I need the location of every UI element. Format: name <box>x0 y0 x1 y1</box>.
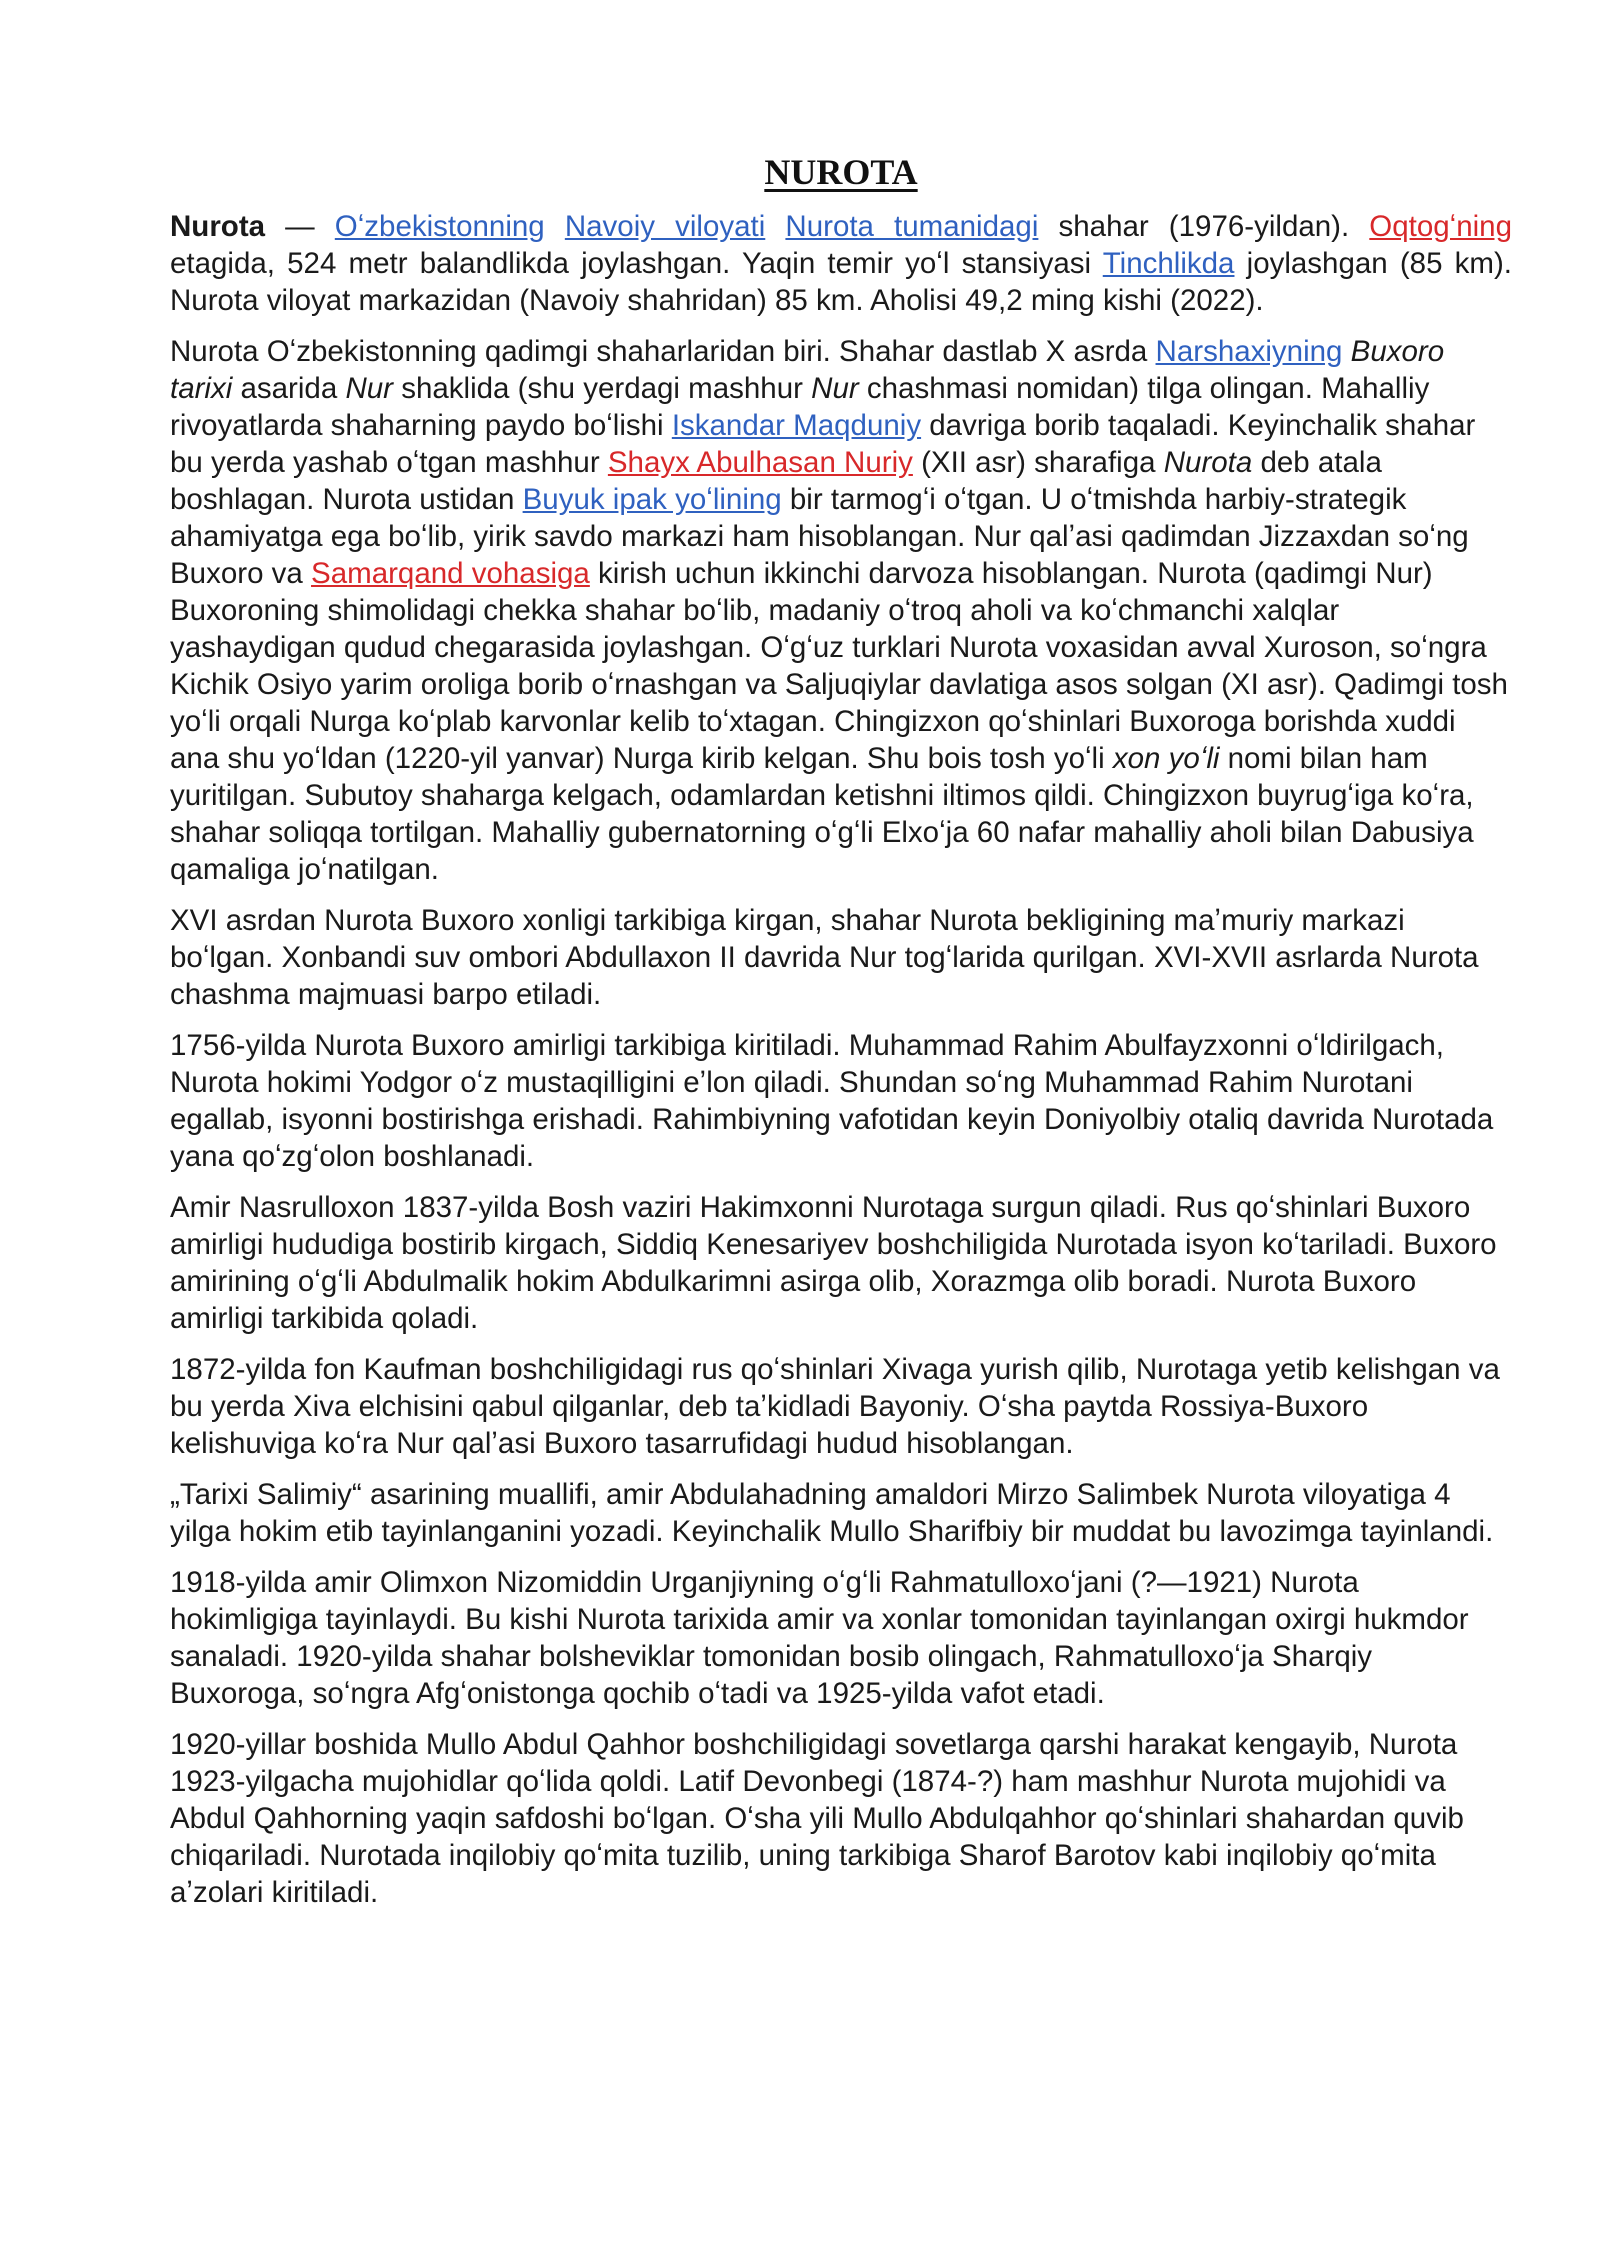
paragraph-1756: 1756-yilda Nurota Buxoro amirligi tarkibiga kiritiladi. Muhammad Rahim Abulfayzxonni oʻldirilgach, Nurota hokimi Yodgor oʻz mustaqilligini eʼlon qiladi. Shundan soʻng Muhammad Rahim Nurotani egallab, isyonni bostirishga erishadi. Rahimbiyning vafotidan keyin Doniyolbiy otaliq davrida Nurotada yana qoʻzgʻolon boshlanadi. <box>170 1029 1494 1173</box>
text-span: deb atala boshlagan. Nurota ustidan <box>170 446 1382 516</box>
text-span: etagida, 524 metr balandlikda joylashgan. Yaqin temir yoʻl stansiyasi <box>170 247 1103 280</box>
text-span: asarida <box>232 372 346 405</box>
article-subject: Nurota <box>170 210 266 243</box>
page-title: NUROTA <box>764 152 918 192</box>
text-span: shaklida (shu yerdagi mashhur <box>393 372 812 405</box>
italic-text: Buxoro tarixi <box>170 335 1445 405</box>
italic-text: Nur <box>345 372 393 405</box>
link-samarqand-oasis[interactable]: Samarqand vohasiga <box>311 557 590 590</box>
link-silk-road[interactable]: Buyuk ipak yoʻlining <box>522 483 782 516</box>
paragraph-tarixi-salimiy: „Tarixi Salimiy“ asarining muallifi, amir Abdulahadning amaldori Mirzo Salimbek Nurota viloyatiga 4 yilga hokim etib tayinlanganini yozadi. Keyinchalik Mullo Sharifbiy bir muddat bu lavozimga tayinlandi. <box>170 1478 1494 1548</box>
italic-text: Nur <box>811 372 859 405</box>
paragraph-1837: Amir Nasrulloxon 1837-yilda Bosh vaziri Hakimxonni Nurotaga surgun qiladi. Rus qoʻshinlari Buxoro amirligi hududiga bostirib kirgach, Siddiq Kenesariyev boshchiligida Nurotada isyon koʻtariladi. Buxoro amirining oʻgʻli Abdulmalik hokim Abdulkarimni asirga olib, Xorazmga olib boradi. Nurota Buxoro amirligi tarkibida qoladi. <box>170 1191 1497 1335</box>
text-span: (XII asr) sharafiga <box>912 446 1164 479</box>
text-span: shahar (1976-yildan). <box>1038 210 1370 243</box>
text-span: joylashgan (85 km). Nurota viloyat markazidan (Navoiy shahridan) 85 km. Aholisi 49,2 ming kishi (2022). <box>170 247 1512 317</box>
paragraph-xvi-century: XVI asrdan Nurota Buxoro xonligi tarkibiga kirgan, shahar Nurota bekligining maʼmuriy markazi boʻlgan. Xonbandi suv ombori Abdullaxon II davrida Nur togʻlarida qurilgan. XVI-XVII asrlarda Nurota chashma majmuasi barpo etiladi. <box>170 904 1479 1011</box>
text-span <box>1342 335 1350 368</box>
link-shayx-abulhasan-nuriy[interactable]: Shayx Abulhasan Nuriy <box>607 446 913 479</box>
text-span <box>545 210 565 243</box>
link-uzbekistan[interactable]: Oʻzbekistonning <box>334 210 545 243</box>
link-oqtog[interactable]: Oqtogʻning <box>1369 210 1512 243</box>
link-tinchlik[interactable]: Tinchlikda <box>1102 247 1235 280</box>
text-span <box>765 210 785 243</box>
text-span: Nurota Oʻzbekistonning qadimgi shaharlaridan biri. Shahar dastlab X asrda <box>170 335 1156 368</box>
link-narshaxiy[interactable]: Narshaxiyning <box>1155 335 1343 368</box>
paragraph-intro <box>170 208 1512 319</box>
italic-text: Nurota <box>1163 446 1253 479</box>
italic-text: xon yoʻli <box>1112 742 1220 775</box>
text-span: chashmasi nomidan) tilga olingan. Mahalliy rivoyatlarda shaharning paydo boʻlishi <box>170 372 1430 442</box>
paragraph-1918: 1918-yilda amir Olimxon Nizomiddin Urganjiyning oʻgʻli Rahmatulloxoʻjani (?—1921) Nurota hokimligiga tayinlaydi. Bu kishi Nurota tarixida amir va xonlar tomonidan tayinlangan oxirgi hukmdor sanaladi. 1920-yilda shahar bolsheviklar tomonidan bosib olingach, Rahmatulloxoʻja Sharqiy Buxoroga, soʻngra Afgʻonistonga qochib oʻtadi va 1925-yilda vafot etadi. <box>170 1566 1469 1710</box>
text-span: davriga borib taqaladi. Keyinchalik shahar bu yerda yashab oʻtgan mashhur <box>170 409 1476 479</box>
paragraph-history <box>170 333 1512 888</box>
text-span: nomi bilan ham yuritilgan. Subutoy shaharga kelgach, odamlardan ketishni iltimos qildi. Chingizxon buyrugʻiga koʻra, shahar soliqqa tortilgan. Mahalliy gubernatorning oʻgʻli Elxoʻja 60 nafar mahalliy aholi bilan Dabusiya qamaliga joʻnatilgan. <box>170 742 1474 886</box>
link-navoiy-region[interactable]: Navoiy viloyati <box>564 210 766 243</box>
text-span: bir tarmogʻi oʻtgan. U oʻtmishda harbiy-strategik ahamiyatga ega boʻlib, yirik savdo markazi ham hisoblangan. Nur qalʼasi qadimdan Jizzaxdan soʻng Buxoro va <box>170 483 1469 590</box>
text-span: — <box>265 210 335 243</box>
document-page <box>170 0 1512 1911</box>
text-span: kirish uchun ikkinchi darvoza hisoblangan. Nurota (qadimgi Nur) Buxoroning shimolidagi chekka shahar boʻlib, madaniy oʻtroq aholi va koʻchmanchi xalqlar yashaydigan qudud chegarasida joylashgan. Oʻgʻuz turklari Nurota voxasidan avval Xuroson, soʻngra Kichik Osiyo yarim oroliga borib oʻrnashgan va Saljuqiylar davlatiga asos solgan (XI asr). Qadimgi tosh yoʻli orqali Nurga koʻplab karvonlar kelib toʻxtagan. Chingizxon qoʻshinlari Buxoroga borishda xuddi ana shu yoʻldan (1220-yil yanvar) Nurga kirib kelgan. Shu bois tosh yoʻli <box>170 557 1508 775</box>
paragraph-1920s: 1920-yillar boshida Mullo Abdul Qahhor boshchiligidagi sovetlarga qarshi harakat kengayib, Nurota 1923-yilgacha mujohidlar qoʻlida qoldi. Latif Devonbegi (1874-?) ham mashhur Nurota mujohidi va Abdul Qahhorning yaqin safdoshi boʻlgan. Oʻsha yili Mullo Abdulqahhor qoʻshinlari shahardan quvib chiqariladi. Nurotada inqilobiy qoʻmita tuzilib, uning tarkibiga Sharof Barotov kabi inqilobiy qoʻmita aʼzolari kiritiladi. <box>170 1728 1464 1909</box>
paragraph-1872: 1872-yilda fon Kaufman boshchiligidagi rus qoʻshinlari Xivaga yurish qilib, Nurotaga yetib kelishgan va bu yerda Xiva elchisini qabul qilganlar, deb taʼkidladi Bayoniy. Oʻsha paytda Rossiya-Buxoro kelishuviga koʻra Nur qalʼasi Buxoro tasarrufidagi hudud hisoblangan. <box>170 1353 1500 1460</box>
link-iskandar-maqduniy[interactable]: Iskandar Maqduniy <box>671 409 922 442</box>
link-nurota-district[interactable]: Nurota tumanidagi <box>785 210 1039 243</box>
